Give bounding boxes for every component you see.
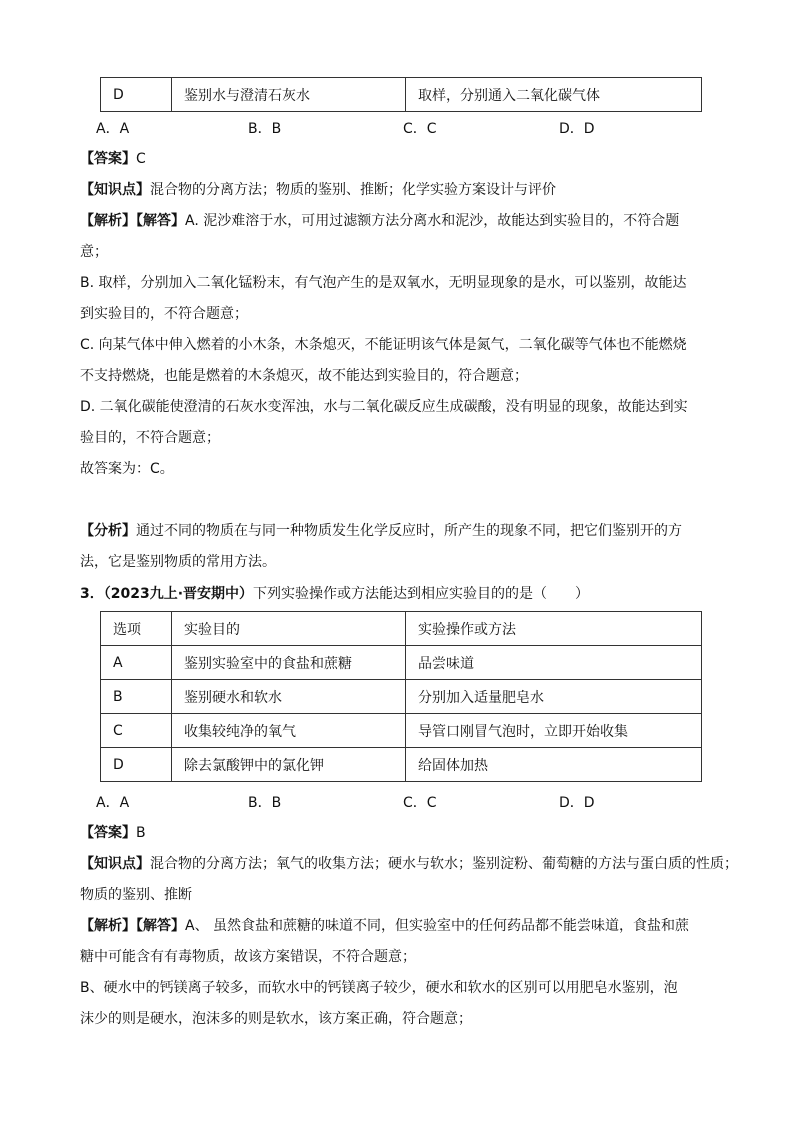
- question-source: （2023九上·晋安期中）: [103, 586, 254, 602]
- analysis-text: A. 泥沙难溶于水，可用过滤额方法分离水和泥沙，故能达到实验目的，不符合题: [185, 213, 680, 229]
- answer-tag: 【答案】: [80, 151, 136, 167]
- analysis-line: B. 取样，分别加入二氧化锰粉末，有气泡产生的是双氧水，无明显现象的是水，可以鉴别，故能达: [80, 275, 687, 291]
- table-row: [101, 680, 702, 714]
- table-cell: 鉴别硬水和软水: [172, 680, 406, 714]
- analysis-text: A、 虽然食盐和蔗糖的味道不同，但实验室中的任何药品都不能尝味道，食盐和蔗: [185, 918, 690, 934]
- table-cell: C: [101, 714, 172, 748]
- table-cell: 导管口刚冒气泡时，立即开始收集: [406, 714, 702, 748]
- table-row: [101, 78, 702, 112]
- analysis-tag: 【解析】【解答】: [80, 918, 185, 934]
- table-row: [101, 646, 702, 680]
- option-b: B．B: [248, 121, 282, 137]
- table-cell: 给固体加热: [406, 748, 702, 782]
- table-cell: A: [101, 646, 172, 680]
- analysis-line: 不支持燃烧，也能是燃着的木条熄灭，故不能达到实验目的，符合题意；: [80, 368, 528, 384]
- table-cell: 鉴别实验室中的食盐和蔗糖: [172, 646, 406, 680]
- analysis-line: 验目的，不符合题意；: [80, 430, 220, 446]
- analysis-tag: 【解析】【解答】: [80, 213, 185, 229]
- question-number: 3．: [80, 586, 104, 602]
- table-cell: B: [101, 680, 172, 714]
- table-header-row: [101, 612, 702, 646]
- table-cell: 除去氯酸钾中的氯化钾: [172, 748, 406, 782]
- knowledge-line: [80, 180, 556, 200]
- table-cell: D: [101, 78, 172, 112]
- fenxi-text: 通过不同的物质在与同一种物质发生化学反应时，所产生的现象不同，把它们鉴别开的方: [136, 523, 682, 539]
- knowledge-tag: 【知识点】: [80, 856, 150, 872]
- table-previous-question: [100, 77, 702, 112]
- answer-line: [80, 823, 146, 843]
- analysis-line: 沫少的则是硬水，泡沫多的则是软水，该方案正确，符合题意；: [80, 1011, 472, 1027]
- answer-value: B: [136, 825, 146, 841]
- table-cell: 收集较纯净的氧气: [172, 714, 406, 748]
- table-cell: 分别加入适量肥皂水: [406, 680, 702, 714]
- answer-value: C: [136, 151, 146, 167]
- question-3-table: [100, 611, 702, 782]
- fenxi-line: [80, 521, 682, 541]
- options-row: [96, 118, 696, 138]
- answer-tag: 【答案】: [80, 825, 136, 841]
- analysis-line: 糖中可能含有有毒物质，故该方案错误，不符合题意；: [80, 949, 416, 965]
- fenxi-tag: 【分析】: [80, 523, 136, 539]
- table-row: [101, 748, 702, 782]
- analysis-line: [80, 916, 689, 936]
- analysis-line: B、硬水中的钙镁离子较多，而软水中的钙镁离子较少，硬水和软水的区别可以用肥皂水鉴别，泡: [80, 980, 678, 996]
- knowledge-line: [80, 854, 738, 874]
- analysis-line: 到实验目的，不符合题意；: [80, 306, 248, 322]
- table-cell: 取样，分别通入二氧化碳气体: [406, 78, 702, 112]
- table-row: [101, 714, 702, 748]
- knowledge-text: 混合物的分离方法；物质的鉴别、推断；化学实验方案设计与评价: [150, 182, 556, 198]
- option-d: D．D: [559, 795, 595, 811]
- option-c: C．C: [403, 795, 437, 811]
- options-row: [96, 792, 696, 812]
- question-text: 下列实验操作或方法能达到相应实验目的的是（ ）: [253, 586, 590, 602]
- table-cell: 品尝味道: [406, 646, 702, 680]
- knowledge-line: 物质的鉴别、推断: [80, 887, 192, 903]
- option-c: C．C: [403, 121, 437, 137]
- option-b: B．B: [248, 795, 282, 811]
- table-header-cell: 选项: [101, 612, 172, 646]
- table-header-cell: 实验操作或方法: [406, 612, 702, 646]
- fenxi-line: 法，它是鉴别物质的常用方法。: [80, 554, 276, 570]
- knowledge-tag: 【知识点】: [80, 182, 150, 198]
- analysis-line: [80, 211, 679, 231]
- analysis-line: 意；: [80, 244, 108, 260]
- answer-line: [80, 149, 146, 169]
- table-cell: D: [101, 748, 172, 782]
- knowledge-text: 混合物的分离方法；氧气的收集方法；硬水与软水；鉴别淀粉、葡萄糖的方法与蛋白质的性质；: [150, 856, 738, 872]
- table-header-cell: 实验目的: [172, 612, 406, 646]
- analysis-line: C. 向某气体中伸入燃着的小木条，木条熄灭，不能证明该气体是氮气，二氧化碳等气体也不能燃烧: [80, 337, 687, 353]
- option-a: A．A: [96, 121, 130, 137]
- question-3: [80, 584, 589, 604]
- option-a: A．A: [96, 795, 130, 811]
- table-cell: 鉴别水与澄清石灰水: [172, 78, 406, 112]
- analysis-line: D. 二氧化碳能使澄清的石灰水变浑浊，水与二氧化碳反应生成碳酸，没有明显的现象，故能达到实: [80, 399, 688, 415]
- option-d: D．D: [559, 121, 595, 137]
- analysis-line: 故答案为：C。: [80, 461, 174, 477]
